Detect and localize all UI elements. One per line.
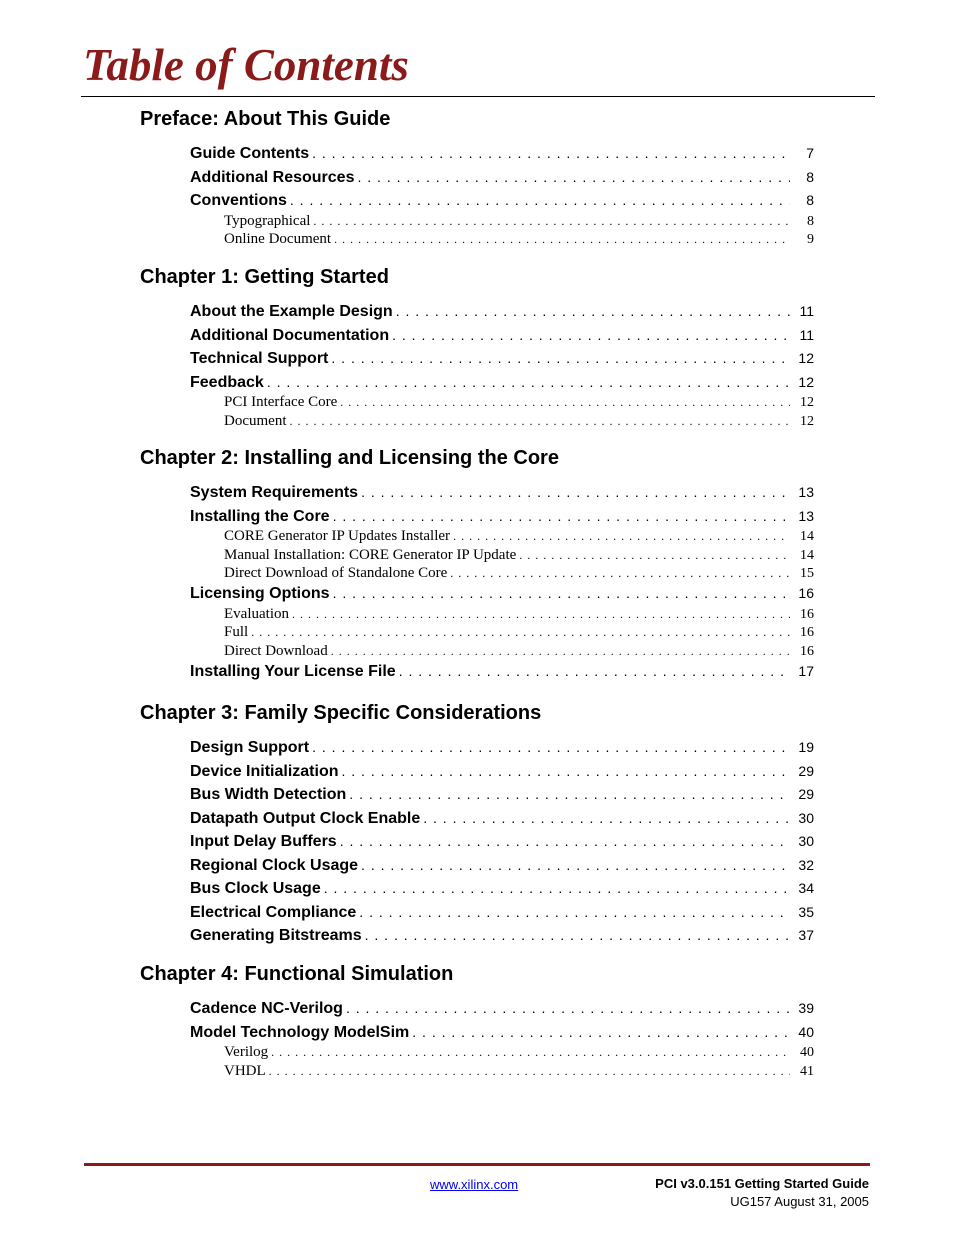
footer-guide-title: PCI v3.0.151 Getting Started Guide <box>655 1176 869 1191</box>
dot-leader <box>392 325 790 345</box>
dot-leader <box>333 506 790 526</box>
toc-entry[interactable] <box>190 902 814 923</box>
toc-entry-label: Bus Clock Usage <box>190 880 321 897</box>
toc-subentry[interactable] <box>224 527 814 546</box>
dot-leader <box>334 230 790 248</box>
toc-entry-label: Online Document <box>224 231 332 248</box>
toc-subentry[interactable] <box>224 1043 814 1062</box>
toc-entry-label: Feedback <box>190 373 264 391</box>
dot-leader <box>450 564 790 582</box>
dot-leader <box>365 925 790 945</box>
toc-subentry[interactable] <box>224 546 814 565</box>
toc-page-number: 15 <box>800 566 814 582</box>
toc-page-number: 34 <box>798 880 814 896</box>
toc-entry-label: Installing Your License File <box>190 662 396 680</box>
dot-leader <box>349 784 790 804</box>
chapter-heading[interactable]: Preface: About This Guide <box>140 108 391 130</box>
toc-entry-label: CORE Generator IP Updates Installer <box>224 528 451 544</box>
toc-entry-label: System Requirements <box>190 484 359 501</box>
dot-leader <box>292 605 790 623</box>
toc-entry[interactable] <box>190 878 814 899</box>
toc-entry-label: Direct Download <box>224 643 328 659</box>
toc-entry-label: Verilog <box>224 1044 269 1060</box>
toc-entry-label: Manual Installation: CORE Generator IP Update <box>224 546 517 563</box>
toc-entry-label: Input Delay Buffers <box>190 833 337 850</box>
toc-entry-label: Additional Resources <box>190 168 355 186</box>
toc-subentry[interactable] <box>224 212 814 231</box>
dot-leader <box>453 527 790 545</box>
toc-entry-label: Device Initialization <box>190 762 339 780</box>
toc-page-number: 8 <box>807 213 814 229</box>
toc-page-number: 29 <box>798 762 814 779</box>
dot-leader <box>396 301 790 321</box>
toc-entry-label: Conventions <box>190 192 287 209</box>
toc-entry-label: Datapath Output Clock Enable <box>190 809 421 827</box>
toc-page-number: 13 <box>798 484 814 500</box>
toc-subentry[interactable] <box>224 412 814 431</box>
dot-leader <box>399 661 790 681</box>
toc-page-number: 16 <box>798 585 814 602</box>
toc-entry-label: Evaluation <box>224 605 289 622</box>
toc-entry-label: Licensing Options <box>190 585 330 603</box>
toc-page-number: 8 <box>806 168 814 185</box>
toc-page-number: 39 <box>798 1000 814 1016</box>
dot-leader <box>290 190 790 210</box>
toc-entry[interactable] <box>190 761 814 782</box>
toc-entry-label: Generating Bitstreams <box>190 927 362 944</box>
dot-leader <box>340 393 790 411</box>
toc-entry[interactable] <box>190 143 814 164</box>
toc-subentry[interactable] <box>224 1062 814 1081</box>
toc-page-number: 16 <box>800 644 814 659</box>
toc-page-number: 32 <box>798 856 814 873</box>
dot-leader <box>357 167 790 187</box>
dot-leader <box>341 761 790 781</box>
toc-entry[interactable] <box>190 808 814 829</box>
toc-entry-label: Guide Contents <box>190 145 310 162</box>
dot-leader <box>289 412 790 430</box>
dot-leader <box>312 143 790 163</box>
toc-page-number: 37 <box>798 927 814 943</box>
toc-page-number: 11 <box>799 303 814 319</box>
toc-entry-label: Additional Documentation <box>190 326 390 344</box>
toc-page-number: 8 <box>806 192 814 208</box>
toc-page-number: 12 <box>798 350 814 366</box>
toc-page-number: 12 <box>800 413 814 429</box>
toc-entry-label: Bus Width Detection <box>190 786 347 803</box>
dot-leader <box>333 583 790 603</box>
toc-subentry[interactable] <box>224 393 814 412</box>
chapter-heading[interactable]: Chapter 1: Getting Started <box>140 266 389 288</box>
toc-page-number: 7 <box>806 145 814 161</box>
dot-leader <box>313 212 790 230</box>
toc-page-number: 17 <box>798 662 814 679</box>
dot-leader <box>331 642 790 660</box>
toc-page-number: 13 <box>798 507 814 524</box>
dot-leader <box>271 1043 790 1061</box>
dot-leader <box>423 808 790 828</box>
toc-entry[interactable] <box>190 831 814 852</box>
toc-entry-label: Installing the Core <box>190 507 330 525</box>
toc-entry-label: Model Technology ModelSim <box>190 1023 410 1041</box>
toc-entry[interactable] <box>190 737 814 758</box>
toc-page-number: 41 <box>800 1063 814 1079</box>
toc-page-number: 14 <box>800 547 814 563</box>
toc-page-number: 12 <box>800 395 814 410</box>
dot-leader <box>412 1022 790 1042</box>
toc-entry[interactable] <box>190 583 814 604</box>
dot-leader <box>340 831 790 851</box>
toc-entry-label: Cadence NC-Verilog <box>190 1000 343 1017</box>
toc-entry[interactable] <box>190 998 814 1019</box>
toc-entry[interactable] <box>190 482 814 503</box>
toc-entry-label: Document <box>224 412 287 429</box>
toc-page-number: 30 <box>798 809 814 826</box>
toc-entry-label: Full <box>224 624 249 641</box>
toc-subentry[interactable] <box>224 623 814 642</box>
toc-page-number: 11 <box>799 326 814 343</box>
dot-leader <box>331 348 790 368</box>
toc-page-number: 19 <box>798 739 814 755</box>
toc-entry[interactable] <box>190 855 814 876</box>
toc-page-number: 16 <box>800 606 814 622</box>
dot-leader <box>267 372 790 392</box>
toc-entry[interactable] <box>190 784 814 805</box>
title-divider <box>81 96 875 97</box>
toc-page-number: 29 <box>798 786 814 802</box>
toc-page-number: 16 <box>800 625 814 641</box>
toc-entry-label: PCI Interface Core <box>224 394 338 410</box>
chapter-heading[interactable]: Chapter 2: Installing and Licensing the Core <box>140 447 559 469</box>
toc-entry[interactable] <box>190 167 814 188</box>
footer-divider <box>84 1163 870 1166</box>
dot-leader <box>361 482 790 502</box>
toc-entry-label: Regional Clock Usage <box>190 856 359 874</box>
dot-leader <box>346 998 790 1018</box>
dot-leader <box>359 902 790 922</box>
toc-entry[interactable] <box>190 372 814 393</box>
toc-page-number: 9 <box>807 232 814 248</box>
toc-entry[interactable] <box>190 348 814 369</box>
toc-page-number: 40 <box>800 1045 814 1060</box>
dot-leader <box>361 855 790 875</box>
toc-entry[interactable] <box>190 301 814 322</box>
toc-entry[interactable] <box>190 661 814 682</box>
toc-entry-label: Typographical <box>224 212 311 229</box>
toc-entry-label: Design Support <box>190 739 310 756</box>
toc-subentry[interactable] <box>224 564 814 583</box>
toc-subentry[interactable] <box>224 605 814 624</box>
page-title: Table of Contents <box>83 40 409 90</box>
toc-subentry[interactable] <box>224 642 814 661</box>
toc-page-number: 30 <box>798 833 814 849</box>
toc-entry[interactable] <box>190 325 814 346</box>
toc-page-number: 14 <box>800 529 814 544</box>
toc-entry[interactable] <box>190 925 814 946</box>
dot-leader <box>251 623 790 641</box>
toc-entry[interactable] <box>190 190 814 211</box>
xilinx-website-link[interactable]: www.xilinx.com <box>430 1177 519 1192</box>
dot-leader <box>312 737 790 757</box>
toc-entry-label: About the Example Design <box>190 303 393 320</box>
toc-entry-label: Technical Support <box>190 350 329 367</box>
toc-entry-label: Direct Download of Standalone Core <box>224 565 448 582</box>
chapter-heading[interactable]: Chapter 3: Family Specific Considerations <box>140 702 542 724</box>
footer-doc-id: UG157 August 31, 2005 <box>730 1194 869 1209</box>
toc-entry[interactable] <box>190 1022 814 1043</box>
dot-leader <box>324 878 790 898</box>
dot-leader <box>519 546 790 564</box>
toc-page-number: 40 <box>798 1023 814 1040</box>
toc-entry-label: Electrical Compliance <box>190 903 357 921</box>
toc-subentry[interactable] <box>224 230 814 249</box>
toc-entry[interactable] <box>190 506 814 527</box>
toc-page-number: 12 <box>798 373 814 390</box>
toc-entry-label: VHDL <box>224 1062 266 1079</box>
chapter-heading[interactable]: Chapter 4: Functional Simulation <box>140 963 454 985</box>
toc-page-number: 35 <box>798 903 814 920</box>
dot-leader <box>269 1062 790 1080</box>
